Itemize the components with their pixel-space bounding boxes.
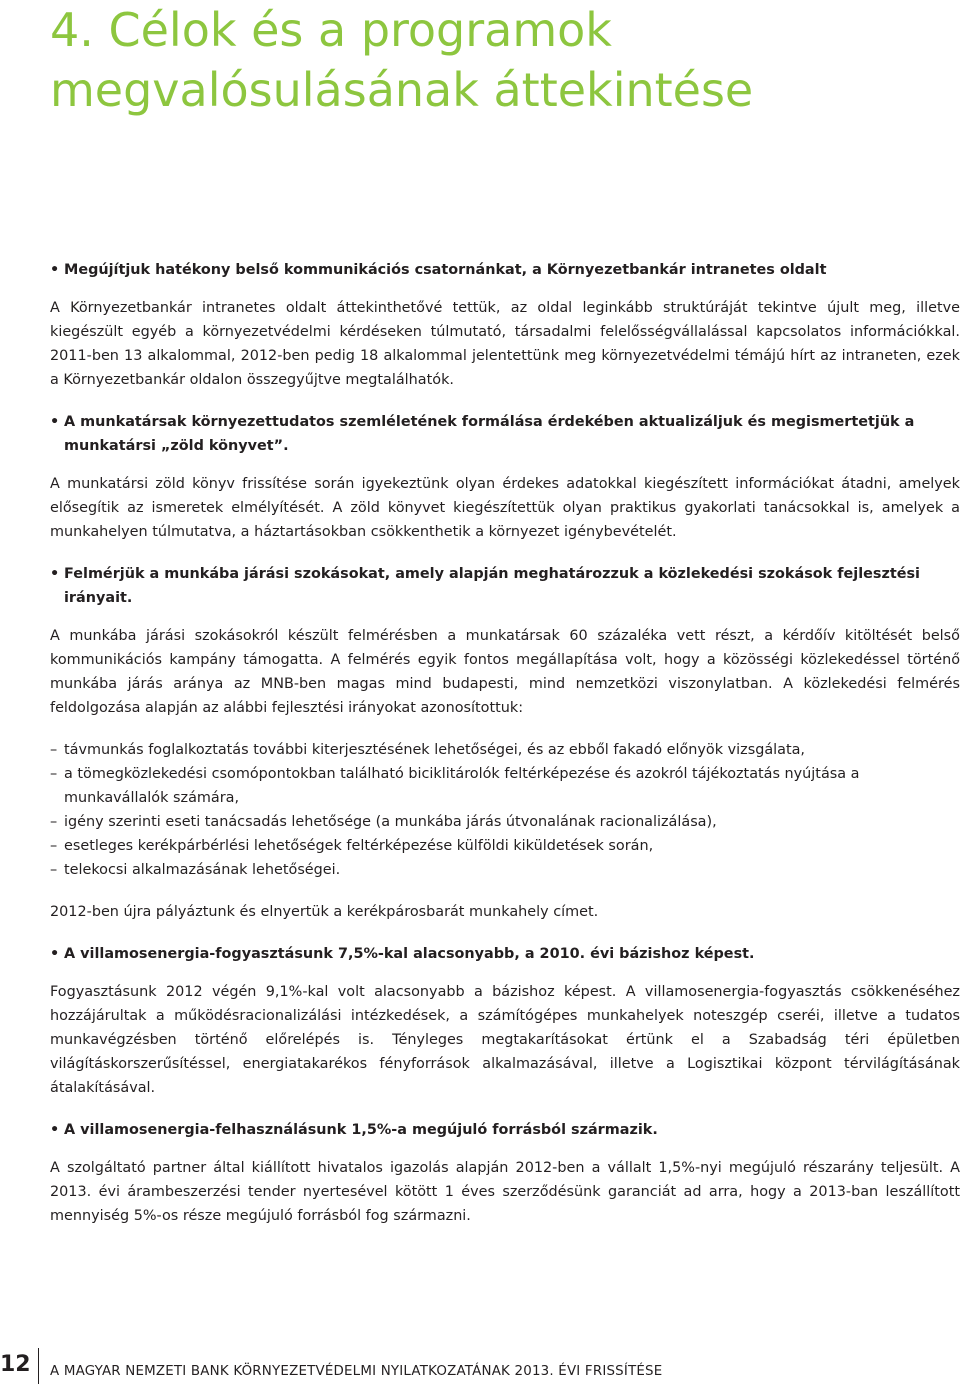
section-heading-text: A villamosenergia-fogyasztásunk 7,5%-kal alacsonyabb, a 2010. évi bázishoz képest. [64,946,755,962]
body-content [50,258,960,1228]
list-item [50,810,960,834]
dash-icon: – [50,838,58,854]
list-item [50,738,960,762]
title-line-2: megvalósulásának áttekintése [50,63,754,117]
development-directions-list [50,738,960,882]
paragraph: 2012-ben újra pályáztunk és elnyertük a kerékpárosbarát munkahely címet. [50,904,599,920]
bullet-icon: • [50,566,60,582]
section-heading-commuting [50,562,960,610]
section-heading-electricity-consumption [50,942,960,966]
section-heading-renewable-energy [50,1118,960,1142]
bullet-icon: • [50,414,60,430]
list-item [50,834,960,858]
section-heading-text: A munkatársak környezettudatos szemléletének formálása érdekében aktualizáljuk és megismertetjük a munkatársi „zöld könyvet”. [64,414,915,454]
list-item [50,858,960,882]
dash-icon: – [50,742,58,758]
paragraph: A Környezetbankár intranetes oldalt áttekinthetővé tettük, az oldal leginkább struktúráját tekintve újult meg, illetve kiegészült egyéb a környezetvédelmi kérdéseken túlmutató, társadalmi felelősségvállalással kapcsolatos információkkal. 2011-ben 13 alkalommal, 2012-ben pedig 18 alkalommal jelentettünk meg környezetvédelmi témájú hírt az intraneten, ezek a Környezetbankár oldalon összegyűjtve megtalálhatók. [50,300,960,388]
list-item [50,762,960,810]
list-item-text: a tömegközlekedési csomópontokban található biciklitárolók feltérképezése és azokról tájékoztatás nyújtása a munkavállalók számára, [64,766,860,806]
section-heading-intranet [50,258,960,282]
list-item-text: telekocsi alkalmazásának lehetőségei. [64,862,341,878]
paragraph: A szolgáltató partner által kiállított hivatalos igazolás alapján 2012-ben a vállalt 1,5%-nyi megújuló részarány teljesült. A 2013. évi árambeszerzési tender nyertesével kötött 1 éves szerződésünk garanciát ad arra, hogy a 2013-ban leszállított mennyiség 5%-os része megújuló forrásból fog származni. [50,1160,960,1224]
title-line-1: 4. Célok és a programok [50,3,612,57]
paragraph: A munkatársi zöld könyv frissítése során igyekeztünk olyan érdekes adatokkal kiegészített információkat átadni, amelyek elősegítik az ismeretek elmélyítését. A zöld könyvet kiegészítettük olyan praktikus gyakorlati tanácsokkal is, amelyek a munkahelyen túlmutatva, a háztartásokban csökkenthetik a környezet igénybevételét. [50,476,960,540]
section-heading-text: Felmérjük a munkába járási szokásokat, amely alapján meghatározzuk a közlekedési szokások fejlesztési irányait. [64,566,920,606]
bullet-icon: • [50,946,60,962]
section-heading-green-book [50,410,960,458]
page-footer [0,1348,960,1384]
dash-icon: – [50,814,58,830]
page-number: 12 [0,1352,31,1377]
list-item-text: esetleges kerékpárbérlési lehetőségek feltérképezése külföldi kiküldetések során, [64,838,654,854]
list-item-text: igény szerinti eseti tanácsadás lehetősége (a munkába járás útvonalának racionalizálása), [64,814,717,830]
bullet-icon: • [50,1122,60,1138]
footer-title: A MAGYAR NEMZETI BANK KÖRNYEZETVÉDELMI NYILATKOZATÁNAK 2013. ÉVI FRISSÍTÉSE [50,1364,663,1379]
paragraph: Fogyasztásunk 2012 végén 9,1%-kal volt alacsonyabb a bázishoz képest. A villamosenergia-fogyasztás csökkenéséhez hozzájárultak a működésracionalizálási intézkedések, a számítógépes munkahelyek noteszgép cseréi, illetve a tudatos munkavégzésben történő előrelépés is. Tényleges megtakarításokat értünk el a Szabadság téri épületben világításkorszerűsítéssel, energiatakarékos fényforrások alkalmazásával, illetve a Logisztikai központ térvilágításának átalakításával. [50,984,960,1096]
page-title [50,0,930,120]
section-heading-text: Megújítjuk hatékony belső kommunikációs csatornánkat, a Környezetbankár intranetes oldalt [64,262,827,278]
bullet-icon: • [50,262,60,278]
section-heading-text: A villamosenergia-felhasználásunk 1,5%-a megújuló forrásból származik. [64,1122,658,1138]
list-item-text: távmunkás foglalkoztatás további kiterjesztésének lehetőségei, és az ebből fakadó előnyök vizsgálata, [64,742,806,758]
dash-icon: – [50,862,58,878]
paragraph: A munkába járási szokásokról készült felmérésben a munkatársak 60 százaléka vett részt, a kérdőív kitöltését belső kommunikációs kampány támogatta. A felmérés egyik fontos megállapítása volt, hogy a közösségi közlekedéssel történő munkába járás aránya az MNB-ben magas mind budapesti, mind nemzetközi viszonylatban. A közlekedési felmérés feldolgozása alapján az alábbi fejlesztési irányokat azonosítottuk: [50,628,960,716]
footer-divider [38,1348,39,1384]
dash-icon: – [50,766,58,782]
